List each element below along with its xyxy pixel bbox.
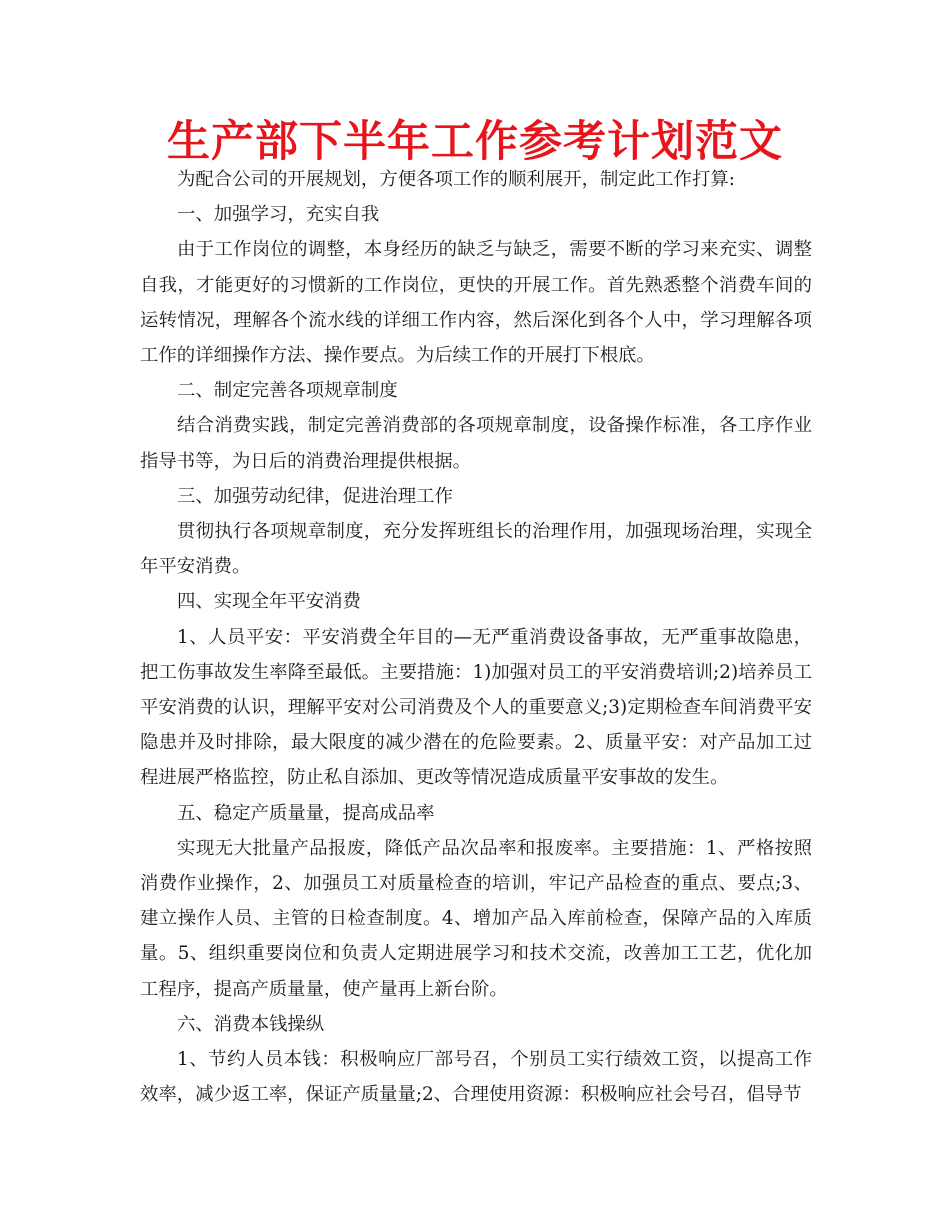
section-heading-2: 二、制定完善各项规章制度 (177, 380, 398, 402)
document-body (140, 162, 812, 1112)
section-heading-3: 三、加强劳动纪律，促进治理工作 (177, 485, 453, 507)
body-paragraph: 1、节约人员本钱：积极响应厂部号召，个别员工实行绩效工资，以提高工作效率，减少返工率，保证产质量量;2、合理使用资源：积极响应社会号召，倡导节 (140, 1049, 812, 1106)
document-title: 生产部下半年工作参考计划范文 (167, 117, 783, 167)
section-heading-5: 五、稳定产质量量，提高成品率 (177, 802, 435, 824)
body-paragraph: 由于工作岗位的调整，本身经历的缺乏与缺乏，需要不断的学习来充实、调整自我，才能更好的习惯新的工作岗位，更快的开展工作。首先熟悉整个消费车间的运转情况，理解各个流水线的详细工作内容，然后深化到各个人中，学习理解各项工作的详细操作方法、操作要点。为后续工作的开展打下根底。 (140, 239, 812, 367)
body-paragraph: 1、人员平安：平安消费全年目的—无严重消费设备事故，无严重事故隐患，把工伤事故发生率降至最低。主要措施：1)加强对员工的平安消费培训;2)培养员工平安消费的认识，理解平安对公司消费及个人的重要意义;3)定期检查车间消费平安隐患并及时排除，最大限度的减少潜在的危险要素。2、质量平安：对产品加工过程进展严格监控，防止私自添加、更改等情况造成质量平安事故的发生。 (140, 626, 812, 789)
body-paragraph: 实现无大批量产品报废，降低产品次品率和报废率。主要措施：1、严格按照消费作业操作，2、加强员工对质量检查的培训，牢记产品检查的重点、要点;3、建立操作人员、主管的日检查制度。4、增加产品入库前检查，保障产品的入库质量。5、组织重要岗位和负责人定期进展学习和技术交流，改善加工工艺，优化加工程序，提高产质量量，使产量再上新台阶。 (140, 837, 812, 1000)
section-heading-1: 一、加强学习，充实自我 (177, 204, 380, 226)
intro-paragraph: 为配合公司的开展规划，方便各项工作的顺利展开，制定此工作打算: (177, 169, 735, 190)
body-paragraph: 贯彻执行各项规章制度，充分发挥班组长的治理作用，加强现场治理，实现全年平安消费。 (140, 521, 812, 578)
section-heading-4: 四、实现全年平安消费 (177, 591, 361, 613)
body-paragraph: 结合消费实践，制定完善消费部的各项规章制度，设备操作标准，各工序作业指导书等，为日后的消费治理提供根据。 (140, 415, 812, 472)
section-heading-6: 六、消费本钱操纵 (177, 1013, 325, 1035)
